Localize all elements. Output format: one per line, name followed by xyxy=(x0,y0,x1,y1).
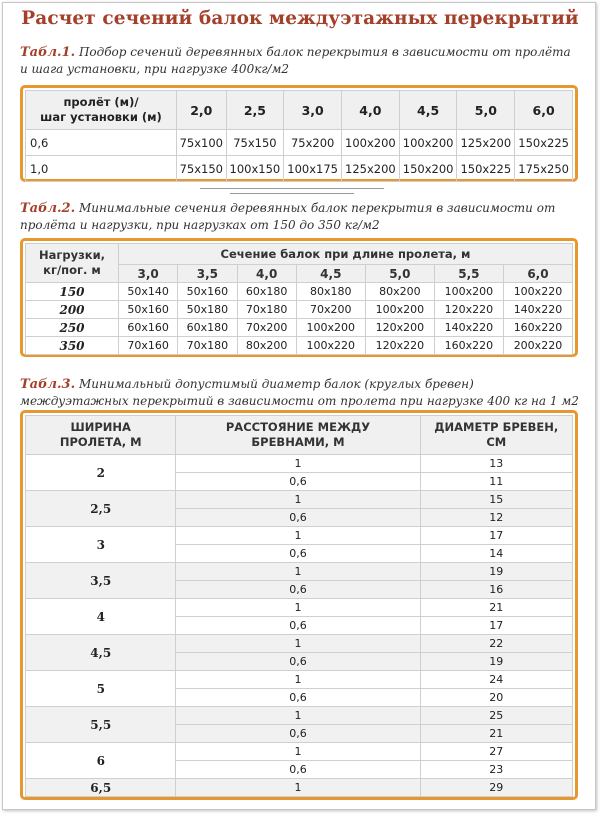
table-row xyxy=(26,527,573,545)
table3-distance-cell: 0,6 xyxy=(176,689,420,707)
table2-cell: 100x200 xyxy=(296,319,365,337)
table3-width-cell: 5 xyxy=(26,671,176,707)
table2-cell: 70x160 xyxy=(119,337,178,355)
table3-distance-cell: 1 xyxy=(176,671,420,689)
table3-label: Табл.3. xyxy=(20,377,76,392)
table1-cell: 150x225 xyxy=(457,156,515,182)
table1-step-cell: 0,6 xyxy=(26,130,177,156)
table3-distance-cell: 1 xyxy=(176,563,420,581)
table3-distance-cell: 0,6 xyxy=(176,509,420,527)
table1-step-cell: 1,0 xyxy=(26,156,177,182)
divider xyxy=(230,193,354,194)
table2-cell: 50x140 xyxy=(119,283,178,301)
table-row xyxy=(26,156,573,182)
table2-cell: 120x220 xyxy=(365,337,434,355)
table1-cell: 150x200 xyxy=(399,156,457,182)
table3-distance-cell: 1 xyxy=(176,779,420,797)
table3-distance-cell: 0,6 xyxy=(176,545,420,563)
table1-corner-header xyxy=(26,91,177,130)
table3-distance-cell: 0,6 xyxy=(176,725,420,743)
table1-span-header: 2,0 xyxy=(177,91,227,130)
table2-length-header: 3,5 xyxy=(178,265,237,283)
table3-width-cell: 3 xyxy=(26,527,176,563)
table3-diameter-cell: 16 xyxy=(420,581,572,599)
table2-cell: 50x160 xyxy=(178,283,237,301)
table2-cell: 100x200 xyxy=(434,283,503,301)
table2-cell: 60x180 xyxy=(237,283,296,301)
table2 xyxy=(25,243,573,355)
table2-cell: 200x220 xyxy=(503,337,572,355)
table2-cell: 60x180 xyxy=(178,319,237,337)
table3-diameter-cell: 29 xyxy=(420,779,572,797)
table3-width-cell: 6,5 xyxy=(26,779,176,797)
table3-diameter-cell: 19 xyxy=(420,653,572,671)
table1-caption xyxy=(20,44,580,77)
table2-cell: 140x220 xyxy=(503,301,572,319)
table1-span-header: 2,5 xyxy=(226,91,284,130)
table1-header-line2: шаг установки (м) xyxy=(40,110,162,124)
table2-cell: 80x180 xyxy=(296,283,365,301)
table2-length-header: 5,5 xyxy=(434,265,503,283)
table2-load-header-line1: Нагрузки, xyxy=(38,248,106,262)
table-row xyxy=(26,337,573,355)
table2-cell: 100x220 xyxy=(296,337,365,355)
table2-caption xyxy=(20,200,580,233)
table1-box xyxy=(20,85,578,182)
table3-header-line: ШИРИНА xyxy=(70,420,131,434)
table2-box xyxy=(20,238,578,357)
table2-cell: 70x200 xyxy=(296,301,365,319)
table-row xyxy=(26,283,573,301)
table1-label: Табл.1. xyxy=(20,45,76,60)
table1-cell: 150x225 xyxy=(515,130,573,156)
table1-cell: 125x200 xyxy=(342,156,400,182)
table3-header xyxy=(420,416,572,455)
table2-length-header: 4,5 xyxy=(296,265,365,283)
table1-header-line1: пролёт (м)/ xyxy=(63,95,139,109)
table3-diameter-cell: 13 xyxy=(420,455,572,473)
table2-cell: 50x180 xyxy=(178,301,237,319)
table3-diameter-cell: 15 xyxy=(420,491,572,509)
table3-header-row xyxy=(26,416,573,455)
table1-cell: 100x175 xyxy=(284,156,342,182)
table3 xyxy=(25,415,573,797)
table2-cell: 70x180 xyxy=(178,337,237,355)
table2-section-header: Сечение балок при длине пролета, м xyxy=(119,244,573,265)
table3-diameter-cell: 23 xyxy=(420,761,572,779)
table2-caption-text: Минимальные сечения деревянных балок перекрытия в зависимости от пролёта и нагрузки, при нагрузках от 150 до 350 кг/м2 xyxy=(20,201,556,232)
table2-cell: 100x200 xyxy=(365,301,434,319)
table3-distance-cell: 0,6 xyxy=(176,761,420,779)
table-row xyxy=(26,491,573,509)
table3-distance-cell: 0,6 xyxy=(176,653,420,671)
table3-distance-cell: 1 xyxy=(176,635,420,653)
table1-span-header: 4,5 xyxy=(399,91,457,130)
table1-span-header: 6,0 xyxy=(515,91,573,130)
table1-cell: 75x150 xyxy=(226,130,284,156)
table3-header xyxy=(176,416,420,455)
table3-caption xyxy=(20,376,580,409)
table3-diameter-cell: 25 xyxy=(420,707,572,725)
table-row xyxy=(26,707,573,725)
table2-cell: 50x160 xyxy=(119,301,178,319)
table-row xyxy=(26,635,573,653)
table2-length-header: 5,0 xyxy=(365,265,434,283)
table2-cell: 80x200 xyxy=(365,283,434,301)
table2-cell: 160x220 xyxy=(434,337,503,355)
table2-cell: 140x220 xyxy=(434,319,503,337)
table1-caption-text: Подбор сечений деревянных балок перекрытия в зависимости от пролёта и шага установки, при нагрузке 400кг/м2 xyxy=(20,45,571,76)
table2-length-header: 4,0 xyxy=(237,265,296,283)
table2-load-header-line2: кг/пог. м xyxy=(43,263,101,277)
table3-distance-cell: 0,6 xyxy=(176,581,420,599)
table2-cell: 70x180 xyxy=(237,301,296,319)
table3-distance-cell: 1 xyxy=(176,599,420,617)
table3-width-cell: 2 xyxy=(26,455,176,491)
table2-label: Табл.2. xyxy=(20,201,76,216)
table1-cell: 75x200 xyxy=(284,130,342,156)
table3-width-cell: 3,5 xyxy=(26,563,176,599)
page-title: Расчет сечений балок междуэтажных перекрытий xyxy=(21,8,579,29)
table3-diameter-cell: 11 xyxy=(420,473,572,491)
table2-load-cell: 350 xyxy=(26,337,119,355)
table3-header-line: БРЕВНАМИ, М xyxy=(251,435,345,449)
table2-header-row xyxy=(26,244,573,265)
table-row xyxy=(26,455,573,473)
table2-cell: 120x220 xyxy=(434,301,503,319)
table3-diameter-cell: 27 xyxy=(420,743,572,761)
table3-distance-cell: 1 xyxy=(176,527,420,545)
table3-distance-cell: 1 xyxy=(176,707,420,725)
table1-cell: 75x150 xyxy=(177,156,227,182)
table2-load-cell: 150 xyxy=(26,283,119,301)
table3-diameter-cell: 14 xyxy=(420,545,572,563)
table3-header-line: РАССТОЯНИЕ МЕЖДУ xyxy=(225,420,371,434)
table2-length-header: 3,0 xyxy=(119,265,178,283)
table1-span-header: 4,0 xyxy=(342,91,400,130)
table3-width-cell: 4 xyxy=(26,599,176,635)
table3-distance-cell: 1 xyxy=(176,743,420,761)
table2-load-cell: 250 xyxy=(26,319,119,337)
table1-cell: 100x150 xyxy=(226,156,284,182)
table1-cell: 125x200 xyxy=(457,130,515,156)
table1-header-row xyxy=(26,91,573,130)
table3-distance-cell: 1 xyxy=(176,491,420,509)
table3-width-cell: 2,5 xyxy=(26,491,176,527)
table3-box xyxy=(20,410,578,800)
table2-length-header: 6,0 xyxy=(503,265,572,283)
table2-cell: 80x200 xyxy=(237,337,296,355)
table3-width-cell: 5,5 xyxy=(26,707,176,743)
table-row xyxy=(26,130,573,156)
table3-distance-cell: 0,6 xyxy=(176,617,420,635)
table2-cell: 70x200 xyxy=(237,319,296,337)
table3-header-line: СМ xyxy=(486,435,507,449)
table2-cell: 120x200 xyxy=(365,319,434,337)
table-row xyxy=(26,671,573,689)
table1-cell: 100x200 xyxy=(399,130,457,156)
table3-diameter-cell: 20 xyxy=(420,689,572,707)
table2-cell: 160x220 xyxy=(503,319,572,337)
table2-cell: 100x220 xyxy=(503,283,572,301)
table1-cell: 175x250 xyxy=(515,156,573,182)
table3-width-cell: 6 xyxy=(26,743,176,779)
table3-diameter-cell: 24 xyxy=(420,671,572,689)
table-row xyxy=(26,319,573,337)
table3-diameter-cell: 19 xyxy=(420,563,572,581)
table2-cell: 60x160 xyxy=(119,319,178,337)
table3-diameter-cell: 17 xyxy=(420,527,572,545)
table3-diameter-cell: 17 xyxy=(420,617,572,635)
table3-distance-cell: 0,6 xyxy=(176,473,420,491)
table1-span-header: 3,0 xyxy=(284,91,342,130)
table3-distance-cell: 1 xyxy=(176,455,420,473)
table1-span-header: 5,0 xyxy=(457,91,515,130)
table1-cell: 100x200 xyxy=(342,130,400,156)
table3-diameter-cell: 12 xyxy=(420,509,572,527)
table3-header-line: ДИАМЕТР БРЕВЕН, xyxy=(434,420,559,434)
table-row xyxy=(26,599,573,617)
table-row xyxy=(26,563,573,581)
table3-header xyxy=(26,416,176,455)
table1 xyxy=(25,90,573,182)
table-row xyxy=(26,779,573,797)
table2-load-cell: 200 xyxy=(26,301,119,319)
table3-caption-text: Минимальный допустимый диаметр балок (круглых бревен) междуэтажных перекрытий в зависимости от пролета при нагрузке 400 кг на 1 м2 xyxy=(20,377,579,408)
table3-diameter-cell: 21 xyxy=(420,725,572,743)
table3-diameter-cell: 22 xyxy=(420,635,572,653)
table-row xyxy=(26,743,573,761)
table1-cell: 75x100 xyxy=(177,130,227,156)
table3-header-line: ПРОЛЕТА, М xyxy=(59,435,142,449)
table2-load-header xyxy=(26,244,119,283)
table3-diameter-cell: 21 xyxy=(420,599,572,617)
divider xyxy=(200,188,384,189)
table3-width-cell: 4,5 xyxy=(26,635,176,671)
table-row xyxy=(26,301,573,319)
